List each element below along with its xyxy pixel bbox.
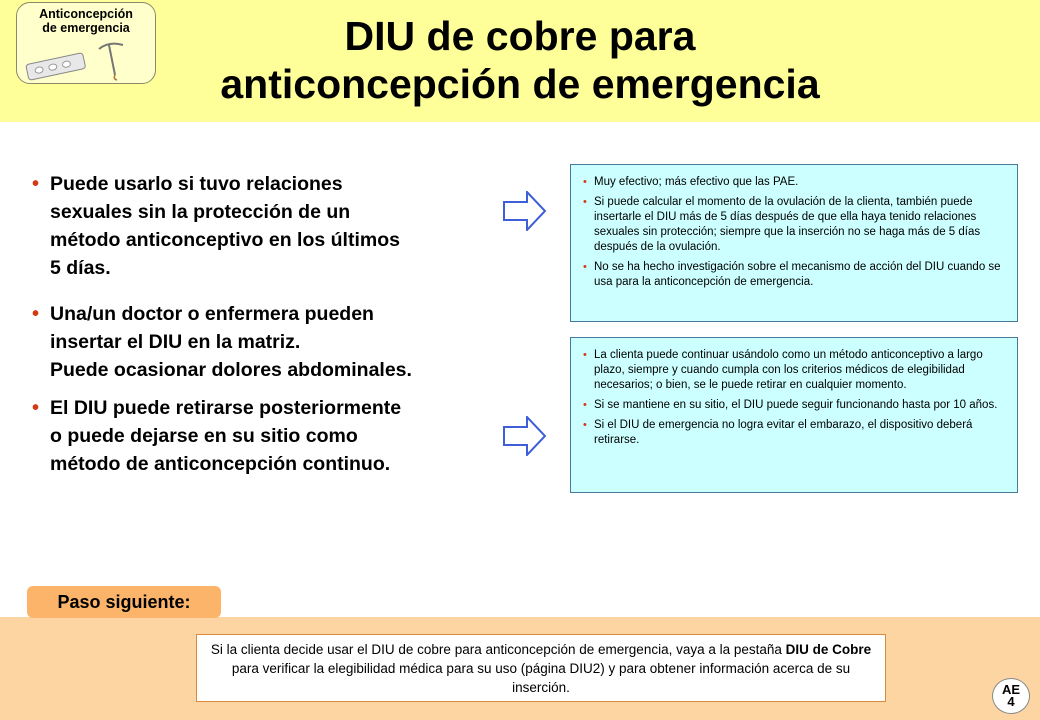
- info-item: [583, 195, 1005, 255]
- info-text: La clienta puede continuar usándolo como un método anticonceptivo a largo plazo, siempre y cuando cumpla con los criterios médicos de elegibilidad necesarios; o bien, se le puede retirar en cualquier momento.: [594, 349, 983, 391]
- info-text: Muy efectivo; más efectivo que las PAE.: [594, 176, 799, 188]
- info-item: [583, 418, 1005, 448]
- info-box-effectiveness: [570, 164, 1018, 322]
- bullet-marker: •: [32, 173, 40, 195]
- bullet-text: El DIU puede retirarse posteriormente o puede dejarse en su sitio como método de anticoncepción continuo.: [50, 397, 402, 475]
- bullet-marker: •: [583, 261, 587, 273]
- info-item: [583, 398, 1005, 413]
- tab-label-line1: Anticoncepción: [39, 7, 133, 21]
- right-arrow-icon: [503, 416, 547, 456]
- page-title: [150, 12, 890, 108]
- iud-tab-reference[interactable]: DIU de Cobre: [785, 642, 872, 657]
- bullet-marker: •: [32, 397, 40, 419]
- bullet-text: Puede usarlo si tuvo relaciones sexuales sin la protección de un método anticonceptivo en los últimos 5 días.: [50, 173, 400, 279]
- info-item: [583, 348, 1005, 393]
- title-line1: DIU de cobre para: [344, 13, 696, 59]
- info-text: No se ha hecho investigación sobre el mecanismo de acción del DIU cuando se usa para la anticoncepción de emergencia.: [594, 261, 1001, 288]
- next-step-text: Si la clienta decide usar el DIU de cobre para anticoncepción de emergencia, vaya a la pestaña: [210, 642, 786, 657]
- next-step-text-end: para verificar la elegibilidad médica para su uso (página DIU2) y para obtener información acerca de su inserción.: [231, 661, 851, 695]
- pills-and-iud-icon: [23, 39, 143, 81]
- info-text: Si el DIU de emergencia no logra evitar el embarazo, el dispositivo deberá retirarse.: [594, 419, 973, 446]
- info-item: [583, 175, 1005, 190]
- tab-label: [17, 7, 155, 35]
- info-text: Si se mantiene en su sitio, el DIU puede seguir funcionando hasta por 10 años.: [594, 399, 998, 411]
- bullet-marker: •: [583, 419, 587, 431]
- bullet-marker: •: [583, 196, 587, 208]
- next-step-box: [196, 634, 886, 702]
- bullet-item: [32, 170, 502, 282]
- section-tab-emergency-contraception[interactable]: [16, 2, 156, 84]
- page-badge-section: AE: [1001, 682, 1021, 697]
- right-arrow-icon: [503, 191, 547, 231]
- bullet-marker: •: [32, 303, 40, 325]
- title-line2: anticoncepción de emergencia: [220, 61, 820, 107]
- bullet-item: [32, 300, 502, 384]
- info-item: [583, 260, 1005, 290]
- bullet-marker: •: [583, 399, 587, 411]
- tab-label-line2: de emergencia: [42, 21, 130, 35]
- bullet-marker: •: [583, 349, 587, 361]
- bullet-marker: •: [583, 176, 587, 188]
- next-step-label: Paso siguiente:: [27, 586, 221, 618]
- info-text: Si puede calcular el momento de la ovulación de la clienta, también puede insertarle el DIU más de 5 días después de que ella haya tenido relaciones sexuales sin protección; siempre que la inserción no se haga más de 5 días después de la ovulación.: [594, 196, 981, 253]
- main-bullet-list: [32, 170, 502, 492]
- page-badge-number: 4: [1007, 694, 1015, 709]
- page-number-badge: [992, 678, 1030, 714]
- info-box-continued-use: [570, 337, 1018, 493]
- bullet-item: [32, 394, 502, 478]
- bullet-text: Una/un doctor o enfermera pueden insertar el DIU en la matriz. Puede ocasionar dolores abdominales.: [50, 303, 412, 381]
